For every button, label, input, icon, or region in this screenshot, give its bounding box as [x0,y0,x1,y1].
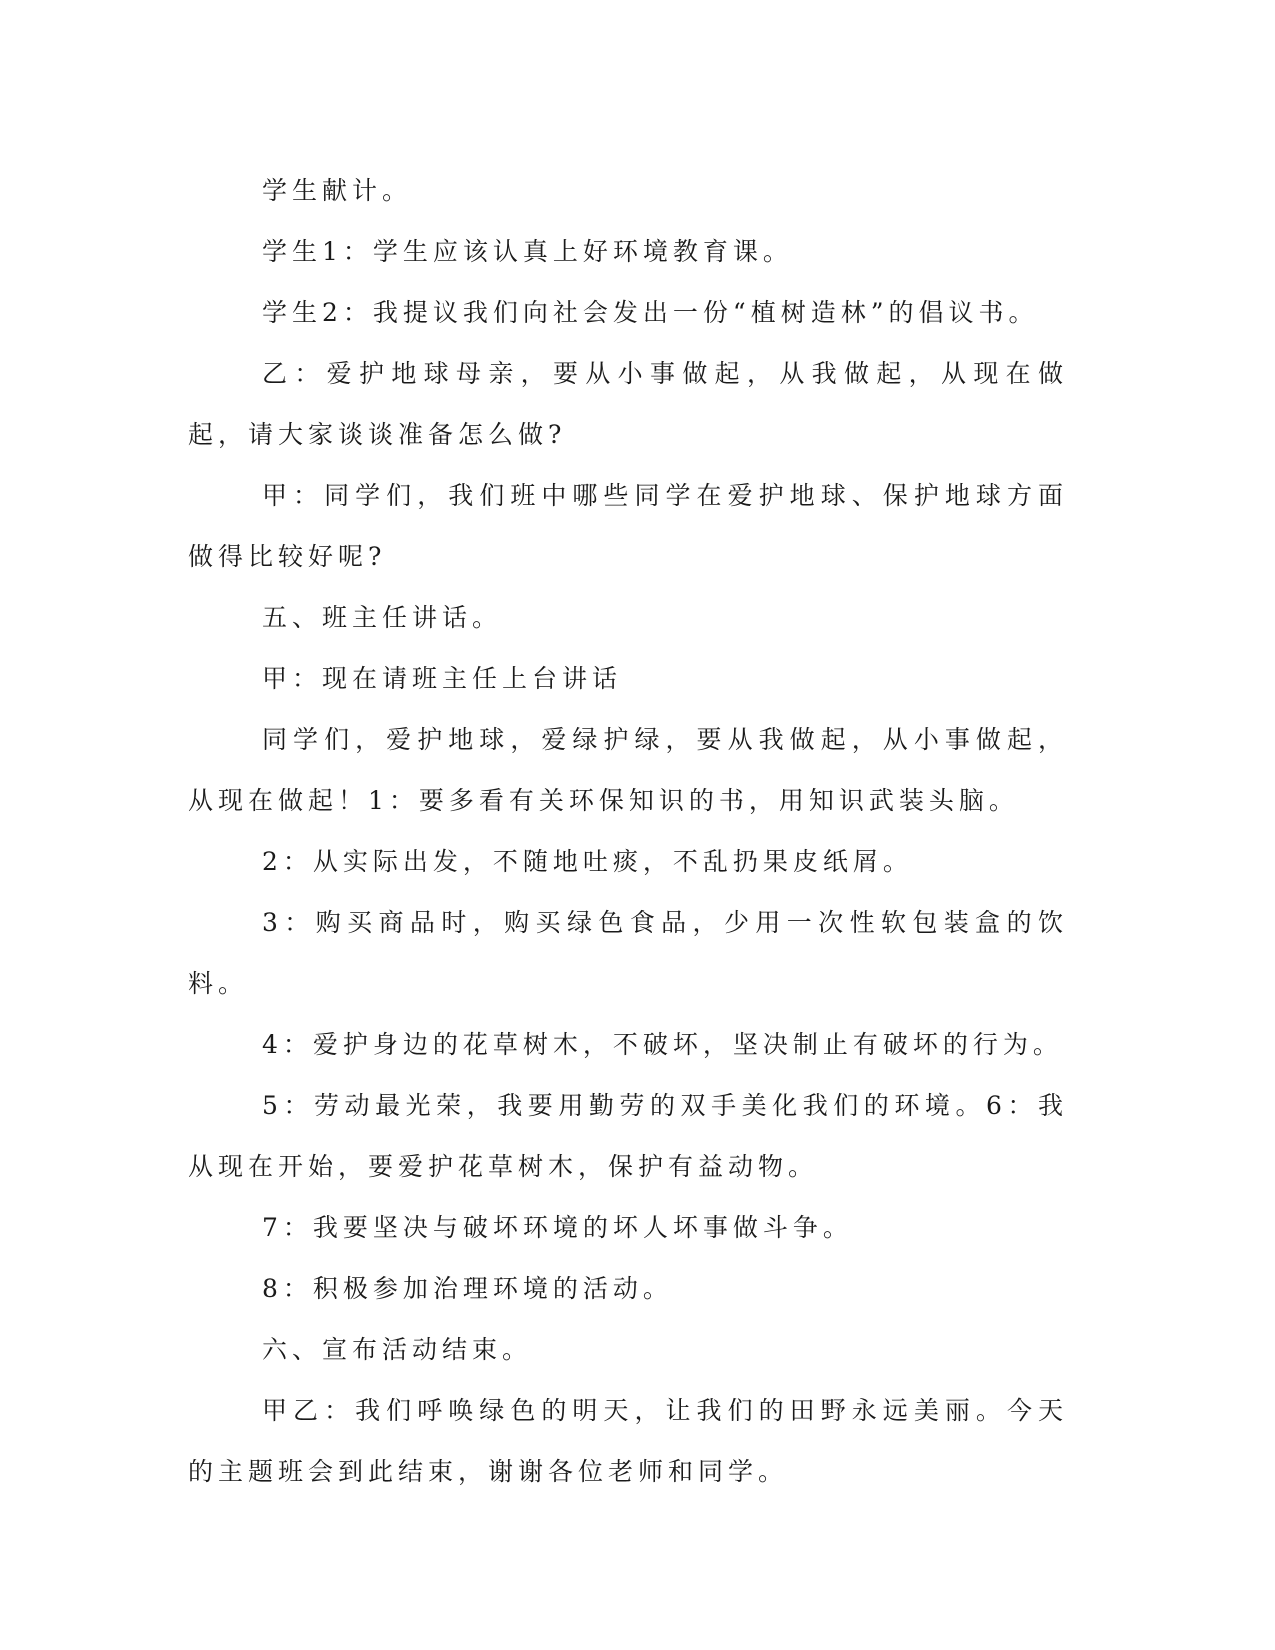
paragraph: 同学们，爱护地球，爱绿护绿，要从我做起，从小事做起，从现在做起！1：要多看有关环保知识的书，用知识武装头脑。 [188,725,1068,815]
section-heading: 五、班主任讲话。 [262,603,503,632]
list-item: 7：我要坚决与破坏环境的坏人坏事做斗争。 [262,1213,853,1242]
list-item: 3：购买商品时，购买绿色食品，少用一次性软包装盒的饮料。 [188,908,1068,998]
paragraph: 学生1：学生应该认真上好环境教育课。 [262,237,793,266]
paragraph: 学生献计。 [262,176,413,205]
list-item: 4：爱护身边的花草树木，不破坏，坚决制止有破坏的行为。 [262,1030,1063,1059]
paragraph: 甲：现在请班主任上台讲话 [262,664,623,693]
paragraph: 甲：同学们，我们班中哪些同学在爱护地球、保护地球方面做得比较好呢? [188,481,1068,571]
list-item: 8：积极参加治理环境的活动。 [262,1274,673,1303]
paragraph: 甲乙：我们呼唤绿色的明天，让我们的田野永远美丽。今天的主题班会到此结束，谢谢各位老师和同学。 [188,1396,1068,1486]
paragraph: 乙：爱护地球母亲，要从小事做起，从我做起，从现在做起，请大家谈谈准备怎么做? [188,359,1068,449]
document-body [188,160,1068,1502]
paragraph: 学生2：我提议我们向社会发出一份“植树造林”的倡议书。 [262,298,1039,327]
section-heading: 六、宣布活动结束。 [262,1335,533,1364]
list-item: 5：劳动最光荣，我要用勤劳的双手美化我们的环境。6：我从现在开始，要爱护花草树木，保护有益动物。 [188,1091,1068,1181]
list-item: 2：从实际出发，不随地吐痰，不乱扔果皮纸屑。 [262,847,913,876]
